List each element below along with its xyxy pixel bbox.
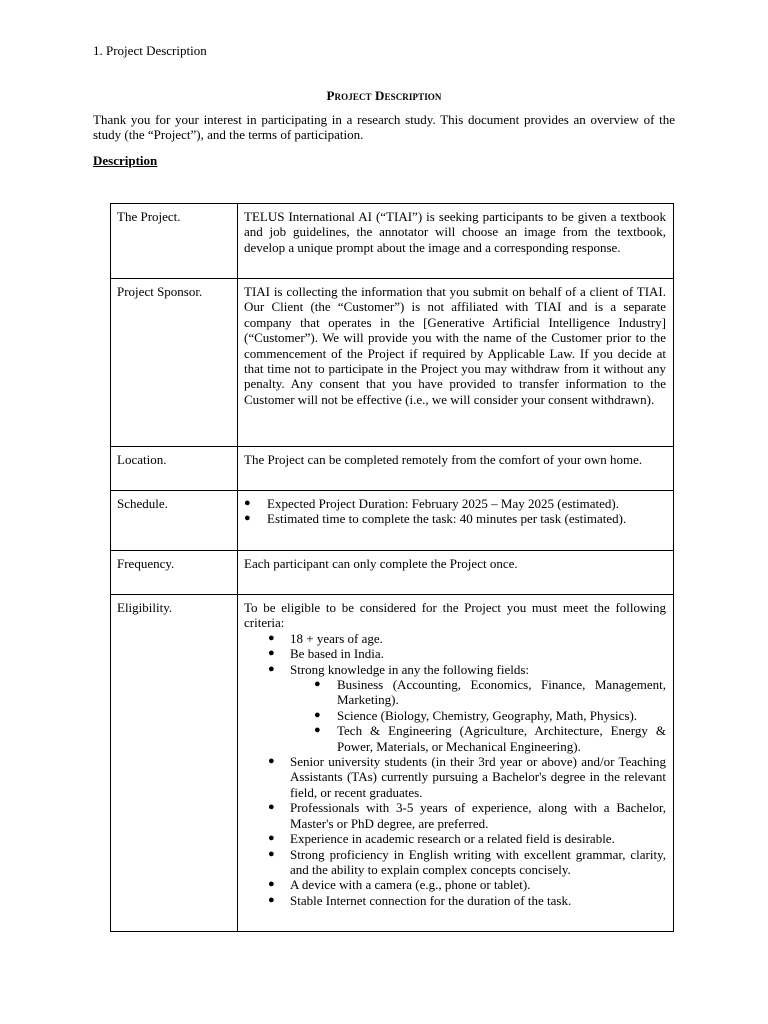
schedule-duration: ● Expected Project Duration: February 2025 – May 2025 (estimated). [244,496,666,511]
field-business: ● Business (Accounting, Economics, Finance, Management, Marketing). [314,677,666,708]
fields-list [290,677,666,754]
sponsor-label: Project Sponsor. [111,279,238,447]
eligibility-device: ● A device with a camera (e.g., phone or tablet). [268,877,666,892]
field-tech-engineering: ● Tech & Engineering (Agriculture, Architecture, Energy & Power, Materials, or Mechanical Engineering). [314,723,666,754]
schedule-label: Schedule. [111,491,238,551]
eligibility-students: ● Senior university students (in their 3rd year or above) and/or Teaching Assistants (TAs) currently pursuing a Bachelor's degree in the relevant field, or recent graduates. [268,754,666,800]
intro-paragraph: Thank you for your interest in participating in a research study. This document provides an overview of the study (the “Project”), and the terms of participation. [93,112,675,143]
schedule-list [244,496,666,527]
eligibility-knowledge [268,662,666,754]
schedule-time-per-task: ● Estimated time to complete the task: 40 minutes per task (estimated). [244,511,666,526]
table-row-location [111,447,674,491]
table-row-frequency [111,551,674,595]
schedule-content [238,491,674,551]
eligibility-intro: To be eligible to be considered for the Project you must meet the following criteria: [244,600,666,631]
location-label: Location. [111,447,238,491]
frequency-text: Each participant can only complete the Project once. [238,551,674,595]
eligibility-label: Eligibility. [111,595,238,932]
table-row-sponsor [111,279,674,447]
project-terms-table [110,203,674,932]
table-row-project [111,204,674,279]
eligibility-content [238,595,674,932]
eligibility-research: ● Experience in academic research or a related field is desirable. [268,831,666,846]
eligibility-english: ● Strong proficiency in English writing with excellent grammar, clarity, and the ability to explain complex concepts concisely. [268,847,666,878]
project-label: The Project. [111,204,238,279]
eligibility-knowledge-text: Strong knowledge in any the following fields: [290,661,530,677]
description-label: Description [93,153,158,168]
eligibility-professionals: ● Professionals with 3-5 years of experience, along with a Bachelor, Master's or PhD degree, are preferred. [268,800,666,831]
eligibility-india: ● Be based in India. [268,646,666,661]
frequency-label: Frequency. [111,551,238,595]
document-title: Project Description [326,88,442,103]
eligibility-list [244,631,666,908]
eligibility-internet: ● Stable Internet connection for the duration of the task. [268,893,666,908]
field-science: ● Science (Biology, Chemistry, Geography, Math, Physics). [314,708,666,723]
table-row-schedule [111,491,674,551]
section-heading: 1. Project Description [93,43,207,58]
sponsor-text: TIAI is collecting the information that you submit on behalf of a client of TIAI. Our Client (the “Customer”) is not affiliated with TIAI and is a separate company that operates in the [Generative Artificial Intelligence Industry] (“Customer”). We will provide you with the name of the Customer prior to the commencement of the Project if required by Applicable Law. If you decide at that time not to participate in the Project you may withdraw from it without any penalty. Any consent that you have provided to transfer information to the Customer will not be effective (i.e., we will consider your consent withdrawn). [238,279,674,447]
table-row-eligibility [111,595,674,932]
project-text: TELUS International AI (“TIAI”) is seeking participants to be given a textbook and job guidelines, the annotator will choose an image from the textbook, develop a unique prompt about the image and a corresponding response. [238,204,674,279]
location-text: The Project can be completed remotely from the comfort of your own home. [238,447,674,491]
eligibility-age: ● 18 + years of age. [268,631,666,646]
